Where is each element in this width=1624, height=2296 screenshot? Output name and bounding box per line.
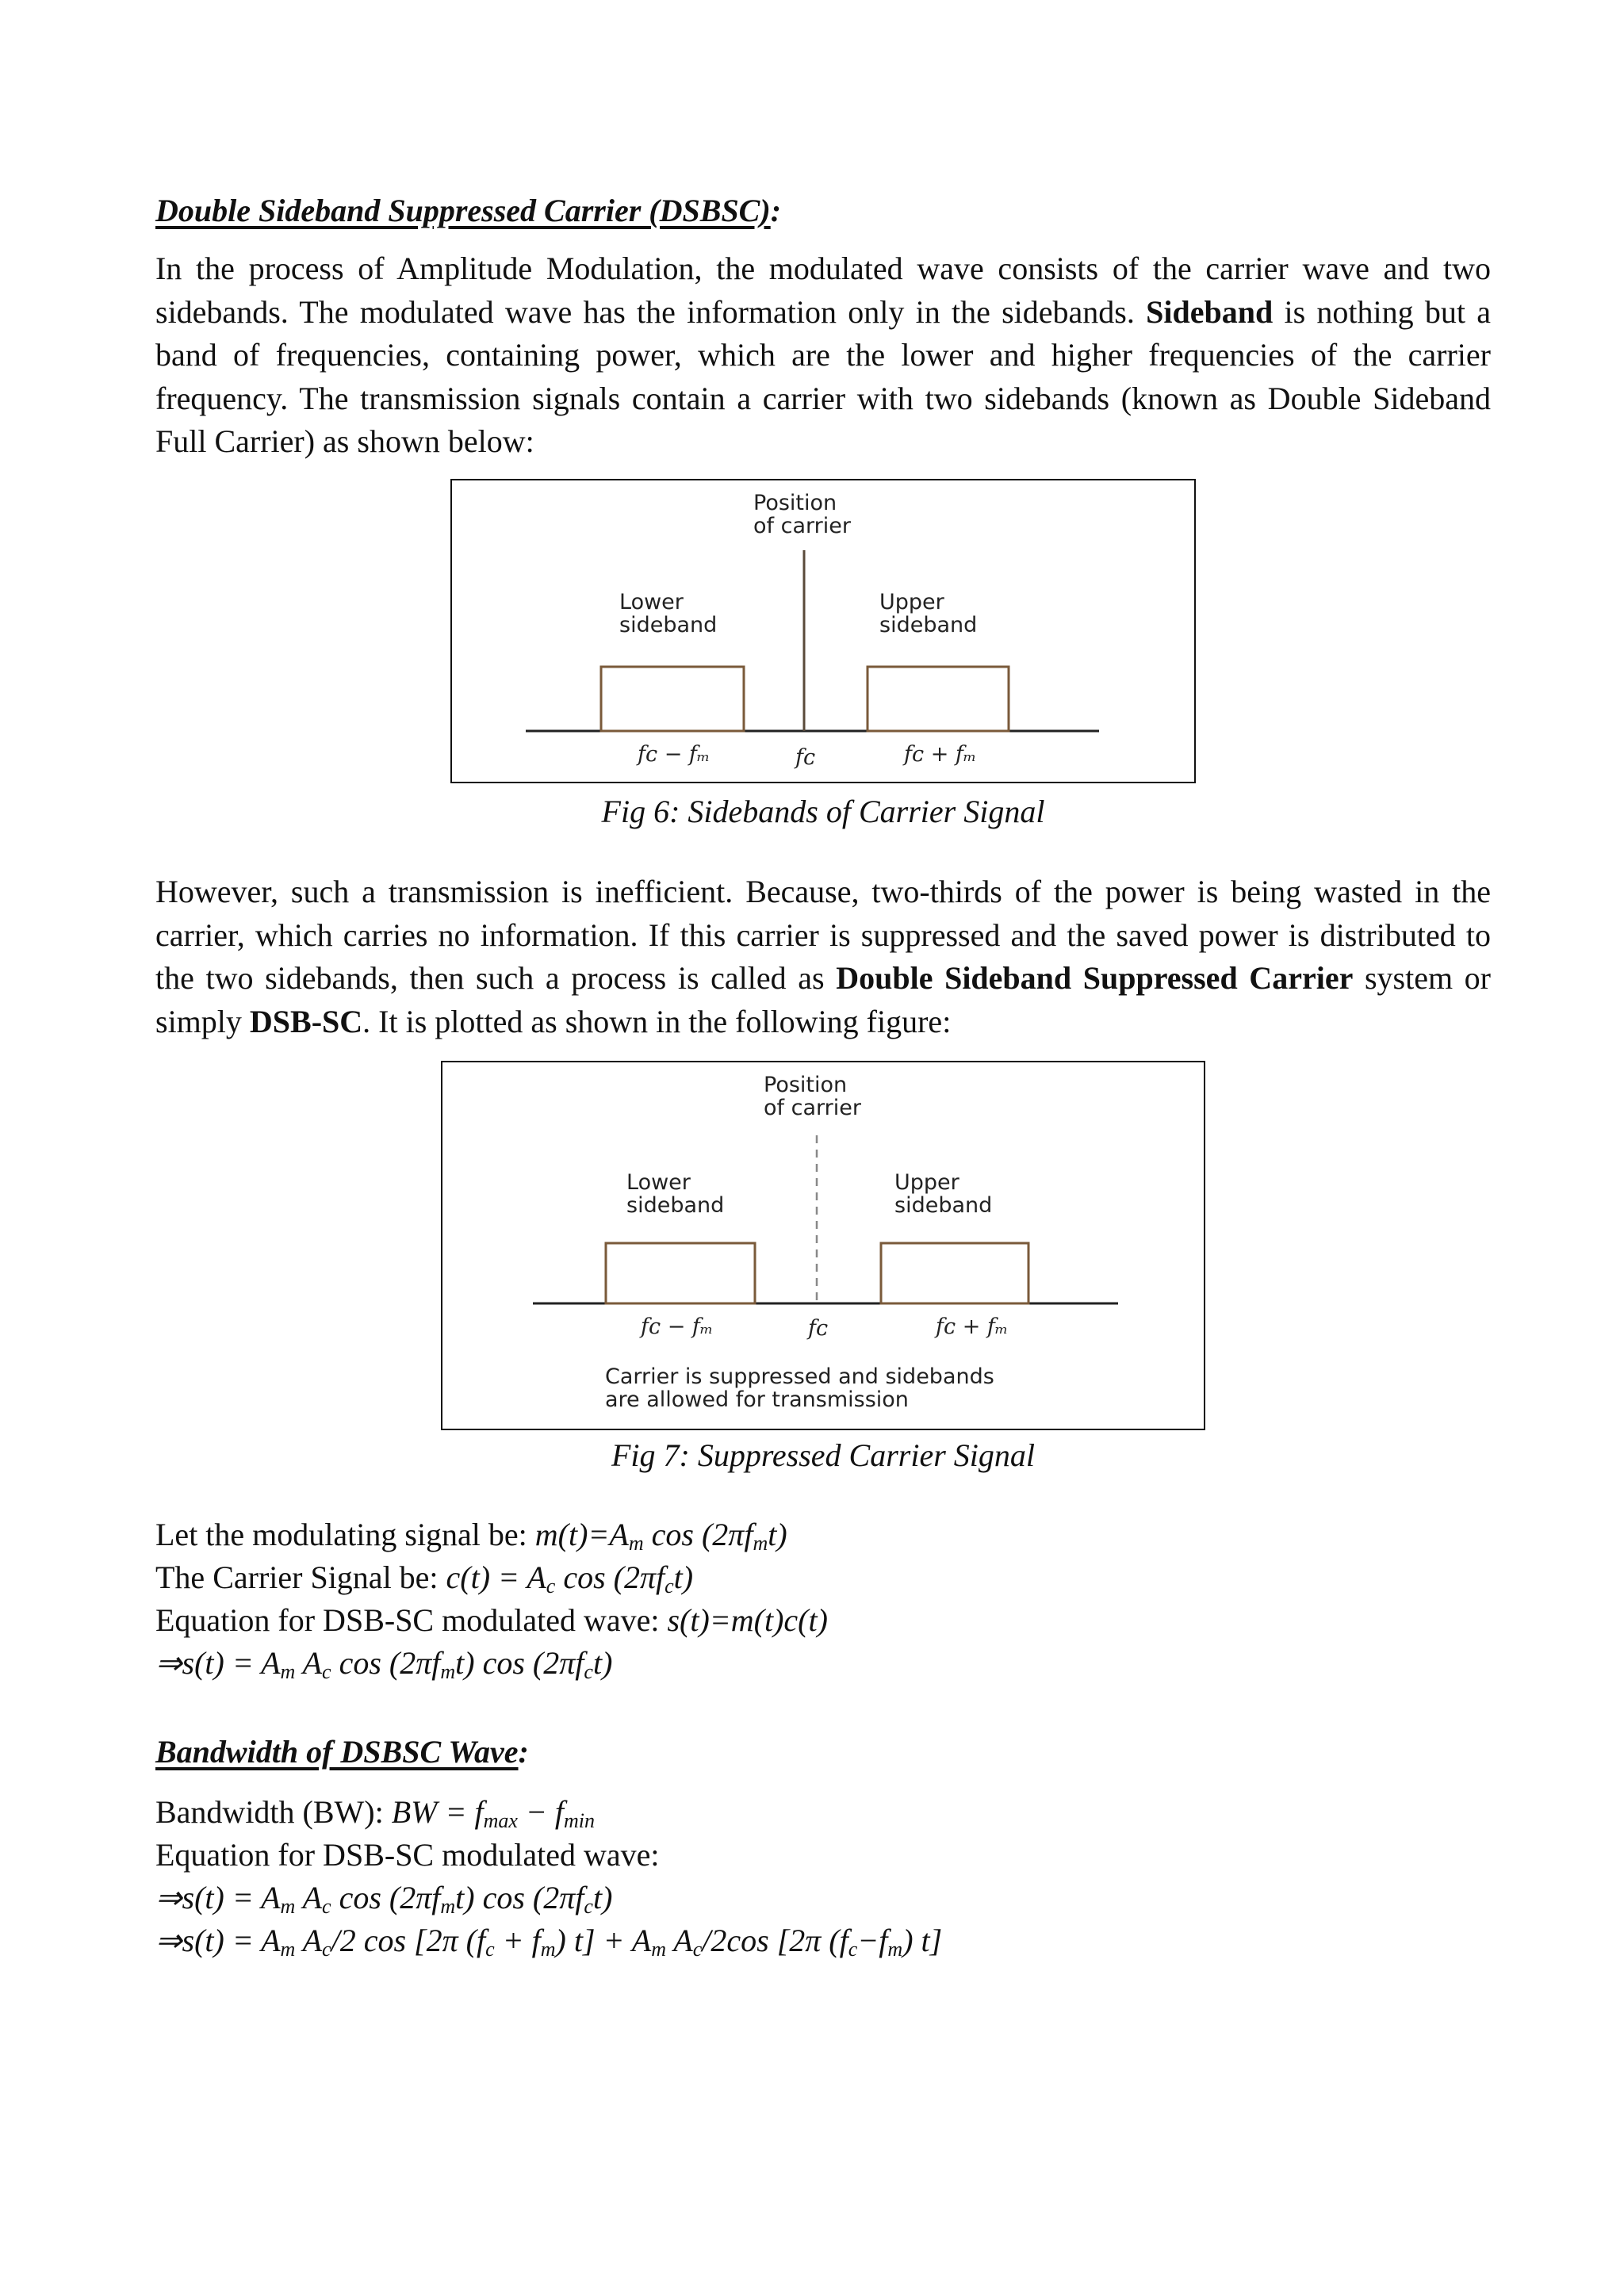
fig6-upper-label-1: Upper — [879, 590, 944, 614]
eq-part: ⇒s(t) = A — [155, 1645, 281, 1681]
eq-part: A — [295, 1645, 323, 1681]
eq-sub: c — [848, 1938, 858, 1961]
dsbsc-bold-abbrev: DSB-SC — [249, 1003, 363, 1039]
figure-6-caption: Fig 6: Sidebands of Carrier Signal — [601, 794, 1045, 829]
dsbsc-expanded-line — [155, 1644, 612, 1682]
eq-part: − f — [517, 1794, 565, 1830]
eq-part: A — [295, 1880, 323, 1915]
intro-paragraph — [155, 247, 1491, 464]
figure-6-diagram — [450, 479, 1196, 783]
eq-part: t) — [673, 1559, 694, 1595]
eq-sub: m — [540, 1938, 556, 1961]
bandwidth-equation — [392, 1794, 595, 1830]
eq-part: cos (2πf — [643, 1517, 753, 1552]
eq-sub: min — [564, 1809, 596, 1832]
eq-part: ⇒s(t) = A — [155, 1880, 281, 1915]
heading-colon: : — [518, 1734, 529, 1770]
fig6-f-center: fᴄ — [795, 745, 816, 770]
bandwidth-eq-label-line: Equation for DSB-SC modulated wave: — [155, 1837, 660, 1873]
eq-part: + f — [494, 1923, 541, 1958]
eq-part: t) — [768, 1517, 787, 1552]
heading-colon: : — [770, 193, 782, 228]
fig7-upper-sideband-block — [881, 1243, 1028, 1303]
dsbsc-equation: s(t)=m(t)c(t) — [667, 1602, 828, 1638]
fig6-position-label-1: Position — [753, 491, 837, 515]
eq-sub: m — [651, 1938, 666, 1961]
eq-sub: c — [584, 1895, 593, 1918]
figure-7-diagram — [441, 1061, 1205, 1430]
eq-part: /2 cos [2π (f — [331, 1923, 486, 1958]
figure-7-caption: Fig 7: Suppressed Carrier Signal — [611, 1437, 1036, 1473]
fig7-note-1: Carrier is suppressed and sidebands — [605, 1364, 994, 1389]
heading-text: Bandwidth of DSBSC Wave — [155, 1734, 519, 1770]
intro-text-2: is nothing but a band of frequencies, containing power, which are the lower and higher frequencies of the carrier frequency. The transmission signals contain a carrier with two sidebands (known as Double Sideband Full Carrier) as shown below: — [155, 293, 1491, 459]
eq-part: c(t) = A — [446, 1559, 546, 1595]
eq-sub: m — [280, 1895, 296, 1918]
eq-sub: max — [483, 1809, 518, 1832]
eq-part: ) t] + A — [555, 1923, 652, 1958]
fig6-lower-label-1: Lower — [619, 590, 684, 614]
fig7-note-2: are allowed for transmission — [605, 1387, 909, 1412]
eq-sub: m — [753, 1532, 768, 1555]
eq-part: ⇒s(t) = A — [155, 1923, 281, 1958]
eq-sub: c — [665, 1575, 674, 1598]
eq-part: m(t)=A — [534, 1517, 629, 1552]
carrier-signal-line — [155, 1559, 693, 1596]
dsbsc-paragraph — [155, 871, 1491, 1043]
eq-sub: c — [322, 1938, 331, 1961]
eq-sub: m — [280, 1938, 296, 1961]
fig7-position-label-1: Position — [764, 1073, 848, 1097]
eq-sub: c — [546, 1575, 556, 1598]
dsbsc-equation-line — [155, 1601, 828, 1639]
eq-part: t) cos (2πf — [455, 1645, 584, 1681]
bandwidth-product-line — [155, 1879, 612, 1916]
fig7-upper-label-1: Upper — [894, 1170, 959, 1195]
bandwidth-label: Bandwidth (BW): — [155, 1794, 392, 1830]
eq-sub: m — [628, 1532, 644, 1555]
eq-part: cos (2πf — [331, 1645, 441, 1681]
eq-part: t) — [592, 1880, 613, 1915]
bandwidth-line — [155, 1793, 595, 1831]
heading-text: Double Sideband Suppressed Carrier (DSBSC) — [155, 193, 771, 228]
eq-part: BW = f — [391, 1794, 484, 1830]
eq-part: A — [295, 1923, 323, 1958]
fig7-f-lower: fᴄ − fₘ — [641, 1314, 714, 1339]
eq-sub: c — [584, 1660, 593, 1683]
fig7-lower-label-2: sideband — [626, 1193, 725, 1218]
fig6-f-lower: fᴄ − fₘ — [638, 742, 710, 767]
fig7-lower-label-1: Lower — [626, 1170, 691, 1195]
section-heading-dsbsc — [155, 192, 781, 229]
eq-sub: m — [440, 1660, 456, 1683]
eq-sub: c — [692, 1938, 703, 1961]
modulating-signal-label: Let the modulating signal be: — [155, 1517, 535, 1552]
intro-bold-sideband: Sideband — [1146, 293, 1274, 330]
eq-part: cos (2πf — [331, 1880, 441, 1915]
eq-part: t) — [592, 1645, 613, 1681]
modulating-signal-line — [155, 1516, 787, 1553]
eq-part: t) cos (2πf — [455, 1880, 584, 1915]
eq-part: −f — [857, 1923, 888, 1958]
bandwidth-product-equation — [155, 1880, 613, 1918]
section-heading-bandwidth — [155, 1733, 529, 1770]
modulating-signal-equation — [534, 1517, 787, 1555]
fig6-f-upper: fᴄ + fₘ — [904, 742, 977, 767]
dsbsc-text-1: However, such a transmission is inefficient. Because, two-thirds of the power is being wasted in the carrier, which carries no information. If this carrier is suppressed and the saved power is distributed to the two sidebands, then such a process is called as — [155, 874, 1491, 996]
dsbsc-expanded-equation — [155, 1645, 612, 1681]
fig6-upper-sideband-block — [868, 667, 1009, 731]
fig7-lower-sideband-block — [606, 1243, 755, 1303]
dsbsc-bold-term: Double Sideband Suppressed Carrier — [836, 960, 1354, 996]
eq-sub: c — [485, 1938, 495, 1961]
fig7-upper-label-2: sideband — [894, 1193, 993, 1218]
dsbsc-text-3: . It is plotted as shown in the following figure: — [362, 1003, 952, 1039]
fig6-position-label-2: of carrier — [753, 514, 851, 538]
dsbsc-equation-label: Equation for DSB-SC modulated wave: — [155, 1602, 668, 1638]
eq-sub: c — [322, 1660, 331, 1683]
carrier-signal-equation — [446, 1559, 694, 1598]
carrier-signal-label: The Carrier Signal be: — [155, 1559, 446, 1595]
fig6-lower-label-2: sideband — [619, 613, 718, 637]
fig7-position-label-2: of carrier — [764, 1096, 861, 1120]
eq-part: A — [666, 1923, 693, 1958]
fig7-f-center: fᴄ — [808, 1316, 829, 1341]
eq-part: cos (2πf — [555, 1559, 665, 1595]
fig6-svg — [452, 480, 1194, 782]
fig7-f-upper: fᴄ + fₘ — [936, 1314, 1009, 1339]
bandwidth-sum-equation — [155, 1923, 943, 1961]
fig7-svg — [442, 1062, 1204, 1429]
eq-sub: m — [280, 1660, 296, 1683]
bandwidth-sum-line — [155, 1922, 942, 1959]
eq-part: /2cos [2π (f — [702, 1923, 848, 1958]
eq-sub: m — [440, 1895, 456, 1918]
fig6-lower-sideband-block — [601, 667, 744, 731]
eq-part: ) t] — [902, 1923, 943, 1958]
eq-sub: c — [322, 1895, 331, 1918]
dsbsc-text-2: system or simply — [155, 960, 1491, 1039]
fig6-upper-label-2: sideband — [879, 613, 978, 637]
intro-text-1: In the process of Amplitude Modulation, the modulated wave consists of the carrier wave and two sidebands. The modulated wave has the information only in the sidebands. — [155, 251, 1491, 330]
eq-sub: m — [887, 1938, 903, 1961]
